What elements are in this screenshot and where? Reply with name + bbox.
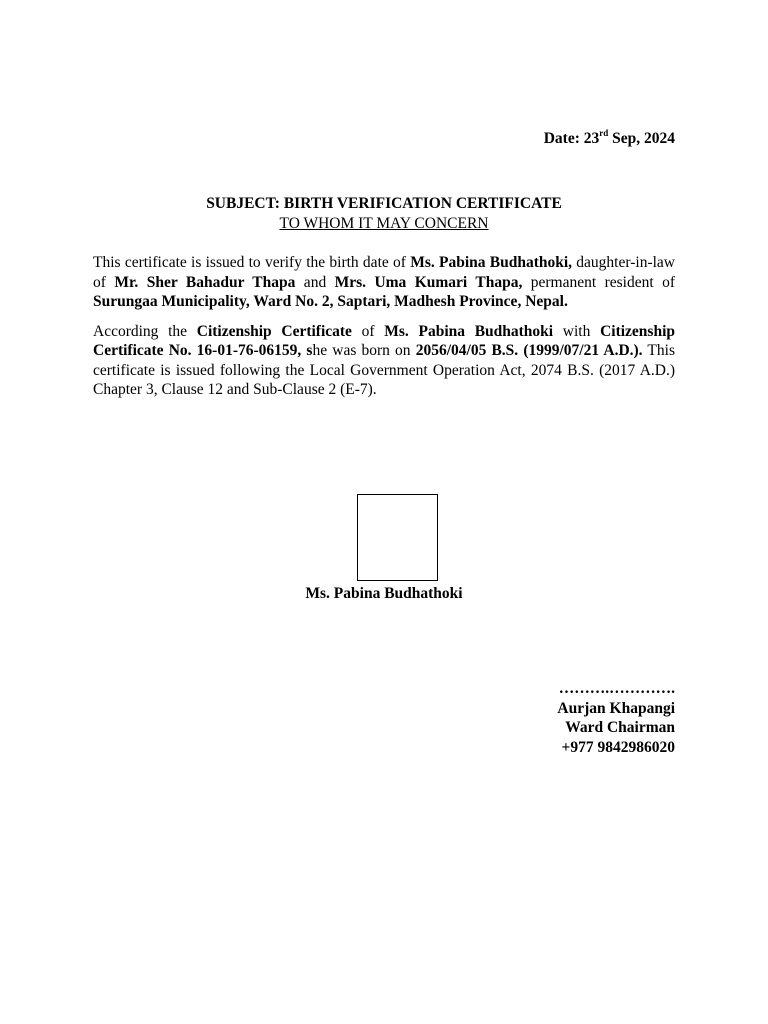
- p2-text-2: of: [351, 322, 385, 340]
- subject-block: [93, 194, 675, 233]
- p2-person-name: Ms. Pabina Budhathoki: [384, 322, 554, 340]
- certificate-body: [93, 253, 675, 410]
- date-suffix: Sep, 2024: [608, 130, 675, 147]
- p2-birth-date: 2056/04/05 B.S. (1999/07/21 A.D.).: [415, 342, 643, 359]
- p2-text-5: This certificate is issued following the Local Government Operation Act, 2074 B.S. (2017 A.D.) Chapter 3, Clause 12 and Sub-Clause 2 (E-7).: [93, 342, 675, 398]
- p1-address: Surungaa Municipality, Ward No. 2, Saptari, Madhesh Province, Nepal.: [93, 293, 568, 310]
- p1-text-1: This certificate is issued to verify the birth date of: [93, 254, 411, 271]
- paragraph-citizenship: [93, 322, 675, 400]
- p1-person-name: Ms. Pabina Budhathoki,: [410, 254, 573, 271]
- p1-text-2: daughter-in-law of: [93, 254, 675, 291]
- signatory-phone: +977 9842986020: [561, 738, 675, 756]
- p1-father-in-law: Mr. Sher Bahadur Thapa: [114, 273, 296, 291]
- p2-certificate-number: Citizenship Certificate No. 16-01-76-06159, s: [93, 322, 675, 359]
- subject-heading: SUBJECT: BIRTH VERIFICATION CERTIFICATE: [206, 195, 562, 212]
- p2-text-3: with: [553, 322, 601, 340]
- p2-text-4: he was born on: [312, 342, 416, 359]
- p1-text-3: and: [295, 273, 335, 291]
- signature-line: ……….………….: [558, 680, 675, 697]
- signatory-title: Ward Chairman: [565, 719, 675, 736]
- p1-mother-in-law: Mrs. Uma Kumari Thapa,: [334, 273, 523, 291]
- issue-date: [544, 129, 675, 149]
- photo-caption: Ms. Pabina Budhathoki: [305, 585, 463, 602]
- p2-document-type: Citizenship Certificate: [196, 322, 352, 340]
- date-prefix: Date: 23: [543, 130, 600, 147]
- salutation: TO WHOM IT MAY CONCERN: [279, 214, 489, 232]
- signatory-name: Aurjan Khapangi: [557, 699, 675, 717]
- photo-placeholder: [357, 494, 438, 581]
- p2-text-1: According the: [93, 322, 197, 340]
- date-ordinal-suffix: rd: [599, 127, 609, 138]
- signature-block: [557, 679, 675, 757]
- paragraph-verification: [93, 253, 675, 312]
- p1-text-4: permanent resident of: [522, 273, 675, 291]
